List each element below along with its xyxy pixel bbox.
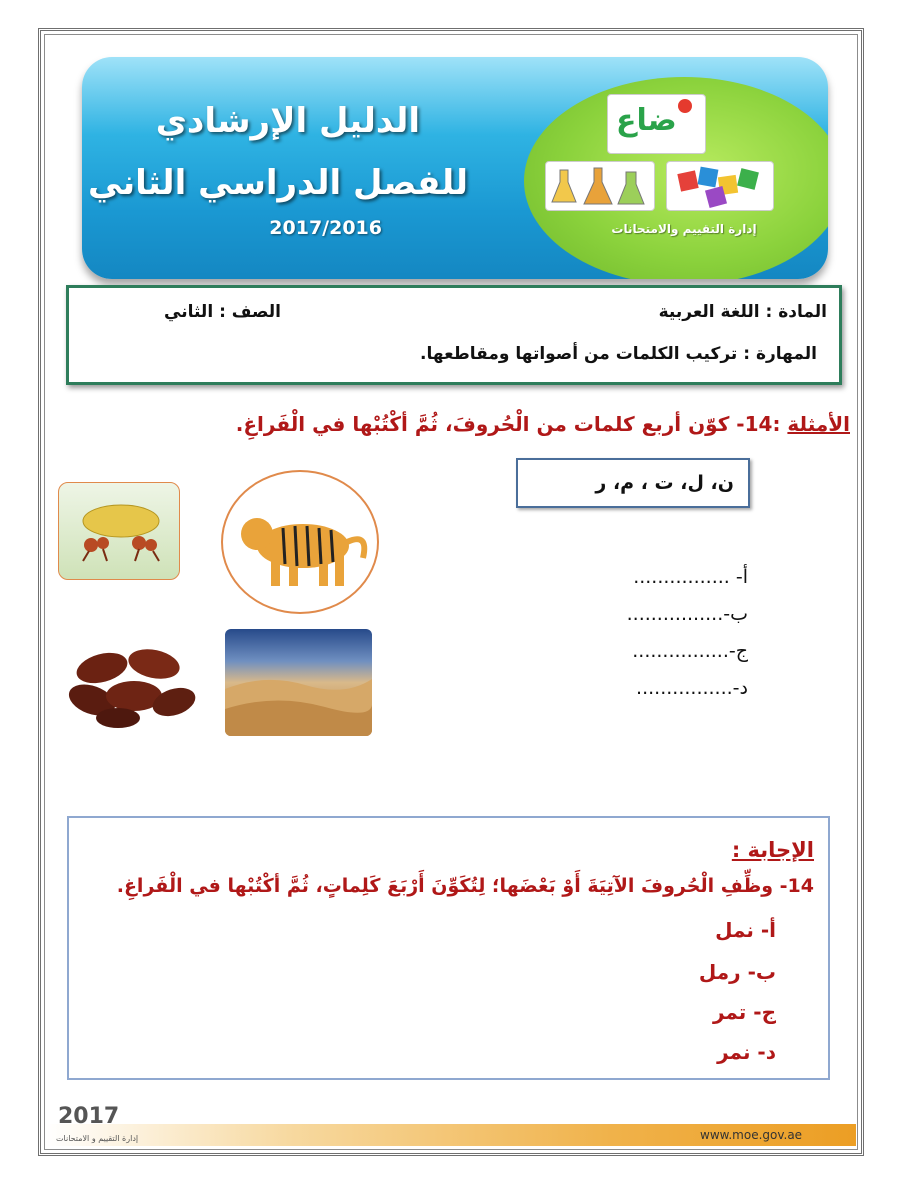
skill-label: المهارة : تركيب الكلمات من أصواتها ومقاطعها. [420,344,817,364]
tiger-image [221,470,379,614]
answer-item-b: ب- رمل [698,960,776,984]
question-text: :14- كوّن أربع كلمات من الْحُروفَ، ثُمَّ أكْتُبْها في الْفَراغِ. [235,412,788,436]
dates-icon [62,638,196,730]
desert-image [225,629,372,736]
logo-dot-icon [678,99,692,113]
ants-icon [59,483,179,579]
guide-title: الدليل الإرشادي [155,101,420,141]
blank-d: د-................ [636,677,748,699]
subject-info-box [66,285,842,385]
examples-label: الأمثلة [787,412,850,436]
tiger-icon [223,472,377,612]
answer-item-c: ج- تمر [712,1000,776,1024]
footer-dept: إدارة التقييم و الامتحانات [56,1134,139,1143]
blank-c: ج-................ [632,640,748,662]
semester-title: للفصل الدراسي الثاني [88,163,468,203]
flasks-icon [546,162,654,210]
letters-list: ن، ل، ت ، م، ر [595,472,734,494]
academic-year: 2017/2016 [269,217,382,239]
letters-box [516,458,750,508]
numbers-image [666,161,774,211]
lab-flasks-image [545,161,655,211]
answer-box [67,816,830,1080]
answer-heading: الإجابة : [731,838,814,862]
footer-year: 2017 [58,1104,120,1129]
dates-image [62,638,196,730]
dept-label: إدارة التقييم والامتحانات [611,222,757,236]
blank-b: ب-................ [626,603,748,625]
ants-image [58,482,180,580]
blank-a: أ- ................ [633,566,748,588]
question-line [236,412,850,436]
answer-item-a: أ- نمل [715,918,776,942]
logo-card [607,94,706,154]
answer-item-d: د- نمر [717,1040,776,1064]
logo-word: ضاع [616,103,677,138]
footer-url: www.moe.gov.ae [700,1128,803,1142]
numbers-blocks-icon [667,162,773,210]
subject-label: المادة : اللغة العربية [658,302,827,322]
answer-question: 14- وظِّفِ الْحُروفَ الآتِيَةَ أَوْ بَعْضَها؛ لِتُكَوِّنَ أَرْبَعَ كَلِماتٍ، ثُمَّ أكْتُبْها في الْفَراغِ. [116,875,814,897]
header-banner [82,57,828,279]
grade-label: الصف : الثاني [164,302,281,322]
sand-dunes-icon [225,629,372,736]
